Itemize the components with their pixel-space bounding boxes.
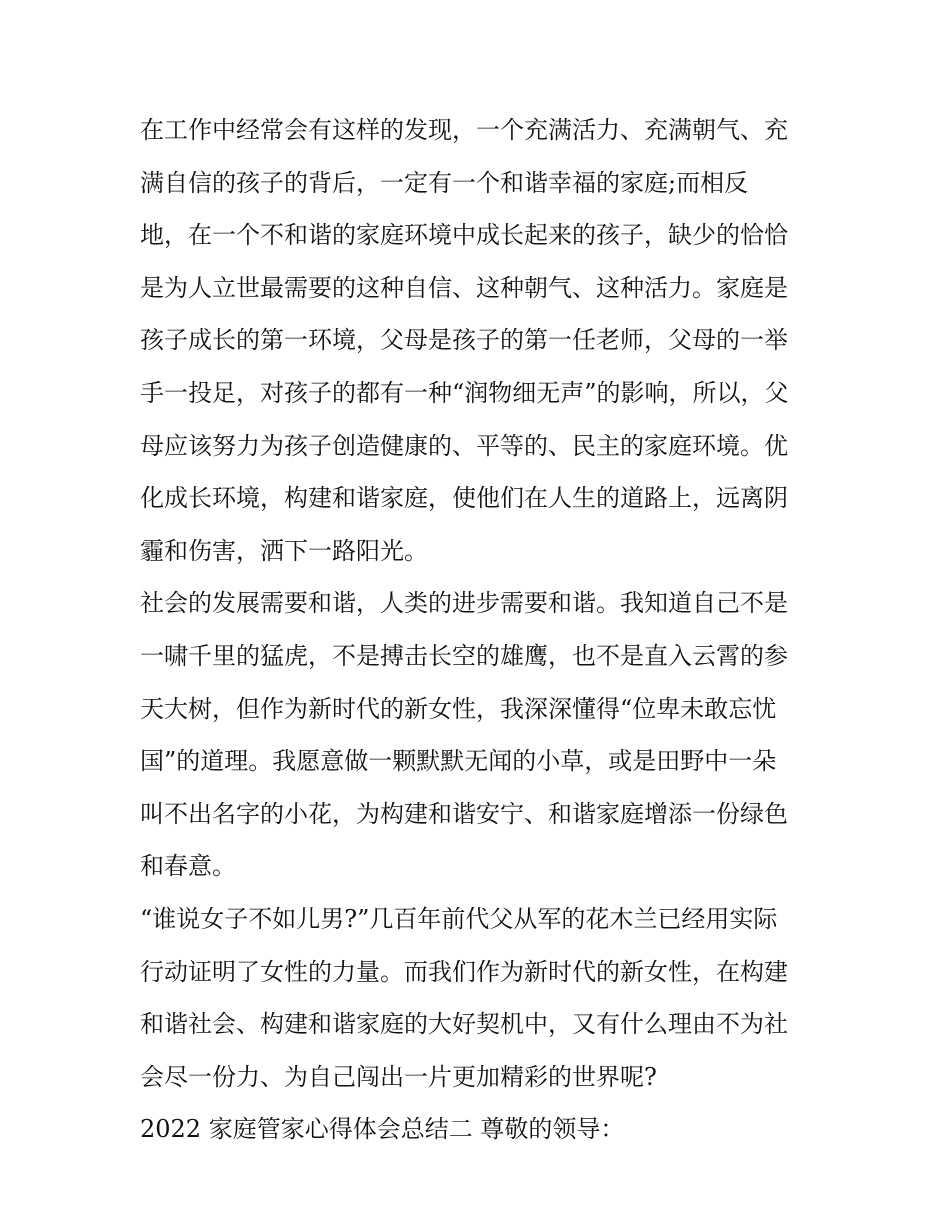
text-line: 满自信的孩子的背后，一定有一个和谐幸福的家庭;而相反 (140, 168, 749, 197)
text-line: 化成长环境，构建和谐家庭，使他们在人生的道路上，远离阴 (140, 484, 788, 513)
text-line: 霾和伤害，洒下一路阳光。 (140, 536, 428, 565)
text-line: 会尽一份力、为自己闯出一片更加精彩的世界呢? (140, 1062, 657, 1091)
text-line: 孩子成长的第一环境，父母是孩子的第一任老师，父母的一举 (140, 326, 788, 355)
text-line: 地，在一个不和谐的家庭环境中成长起来的孩子，缺少的恰恰 (140, 221, 788, 250)
text-line: 国”的道理。我愿意做一颗默默无闻的小草，或是田野中一朵 (140, 747, 777, 776)
text-line: 和春意。 (140, 852, 236, 881)
text-line: 一啸千里的猛虎，不是搏击长空的雄鹰，也不是直入云霄的参 (140, 641, 788, 670)
text-line: 是为人立世最需要的这种自信、这种朝气、这种活力。家庭是 (140, 273, 788, 302)
text-line: 社会的发展需要和谐，人类的进步需要和谐。我知道自己不是 (140, 589, 788, 618)
text-line: 手一投足，对孩子的都有一种“润物细无声”的影响，所以，父 (140, 378, 789, 407)
text-line: 叫不出名字的小花，为构建和谐安宁、和谐家庭增添一份绿色 (140, 799, 788, 828)
text-line: 行动证明了女性的力量。而我们作为新时代的新女性，在构建 (140, 957, 788, 986)
text-line: “谁说女子不如儿男?”几百年前代父从军的花木兰已经用实际 (140, 904, 778, 933)
text-line: 在工作中经常会有这样的发现，一个充满活力、充满朝气、充 (140, 116, 788, 144)
text-line: 母应该努力为孩子创造健康的、平等的、民主的家庭环境。优 (140, 431, 788, 460)
section-heading-line: 2022 家庭管家心得体会总结二 尊敬的领导： (140, 1115, 625, 1144)
text-line: 天大树，但作为新时代的新女性，我深深懂得“位卑未敢忘忧 (140, 694, 777, 723)
text-line: 和谐社会、构建和谐家庭的大好契机中，又有什么理由不为社 (140, 1010, 788, 1039)
document-body (140, 106, 820, 1158)
